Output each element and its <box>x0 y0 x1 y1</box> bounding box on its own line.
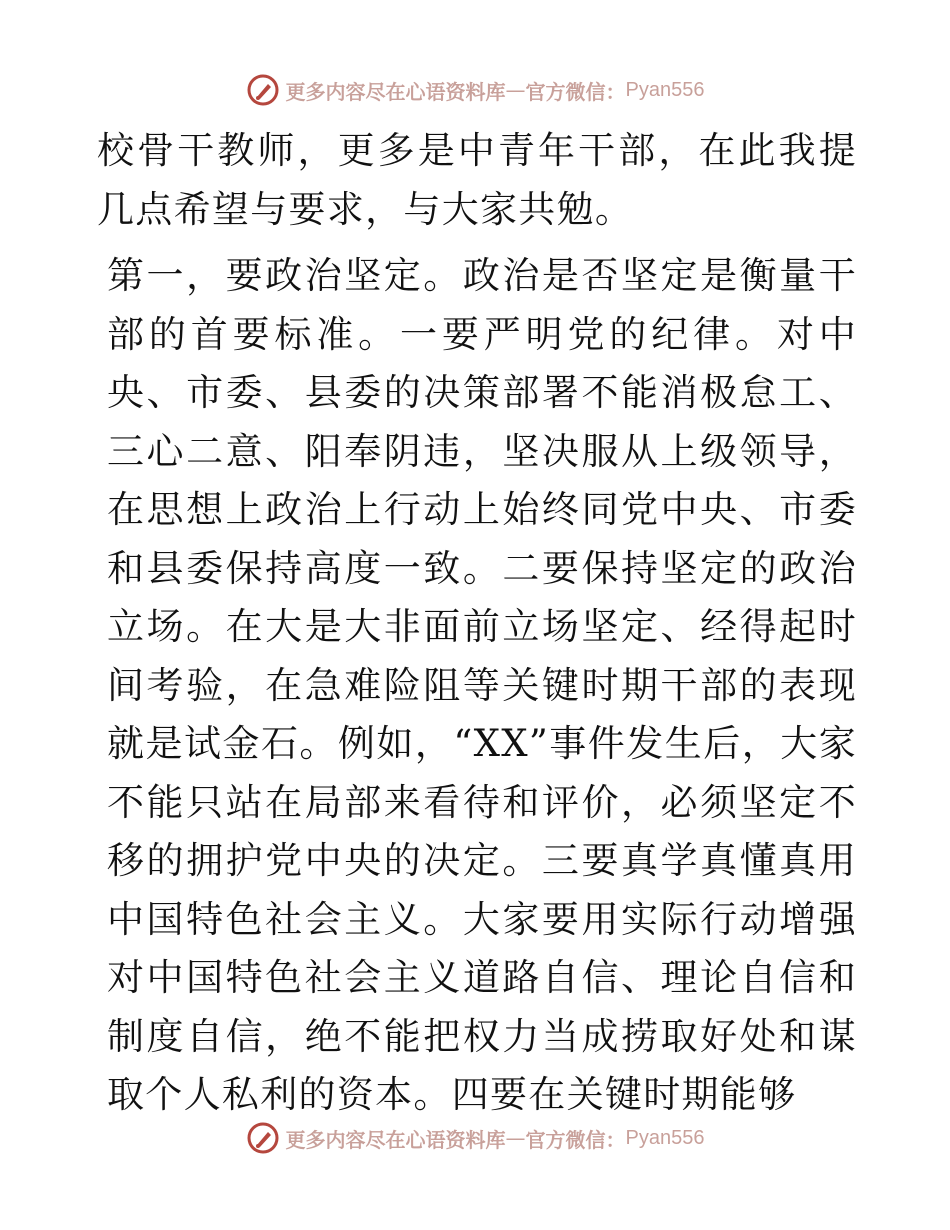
watermark-brand-text: 更多内容尽在心语资料库 <box>285 1127 506 1152</box>
pen-nib-logo-icon <box>246 73 280 107</box>
pen-nib-logo-icon <box>246 1121 280 1155</box>
watermark-wechat-id: Pyan556 <box>625 1126 705 1149</box>
watermark-wechat-id: Pyan556 <box>625 78 705 101</box>
watermark-separator: — <box>505 1126 526 1150</box>
watermark-wechat-label: 官方微信： <box>525 79 626 104</box>
footer-watermark <box>0 1120 950 1156</box>
watermark-separator: — <box>505 78 526 102</box>
header-watermark <box>0 72 950 108</box>
paragraph-political-firmness: 第一，要政治坚定。政治是否坚定是衡量干部的首要标准。一要严明党的纪律。对中央、市委、县委的决策部署不能消极怠工、三心二意、阳奉阴违，坚决服从上级领导，在思想上政治上行动上始终同党中央、市委和县委保持高度一致。二要保持坚定的政治立场。在大是大非面前立场坚定、经得起时间考验，在急难险阻等关键时期干部的表现就是试金石。例如，“XX”事件发生后，大家不能只站在局部来看待和评价，必须坚定不移的拥护党中央的决定。三要真学真懂真用中国特色社会主义。大家要用实际行动增强对中国特色社会主义道路自信、理论自信和制度自信，绝不能把权力当成捞取好处和谋取个人私利的资本。四要在关键时期能够 <box>107 254 857 1116</box>
watermark-brand-text: 更多内容尽在心语资料库 <box>285 79 506 104</box>
document-body <box>97 122 857 1125</box>
watermark-wechat-label: 官方微信： <box>525 1127 626 1152</box>
paragraph-continuation: 校骨干教师，更多是中青年干部，在此我提几点希望与要求，与大家共勉。 <box>97 129 857 231</box>
